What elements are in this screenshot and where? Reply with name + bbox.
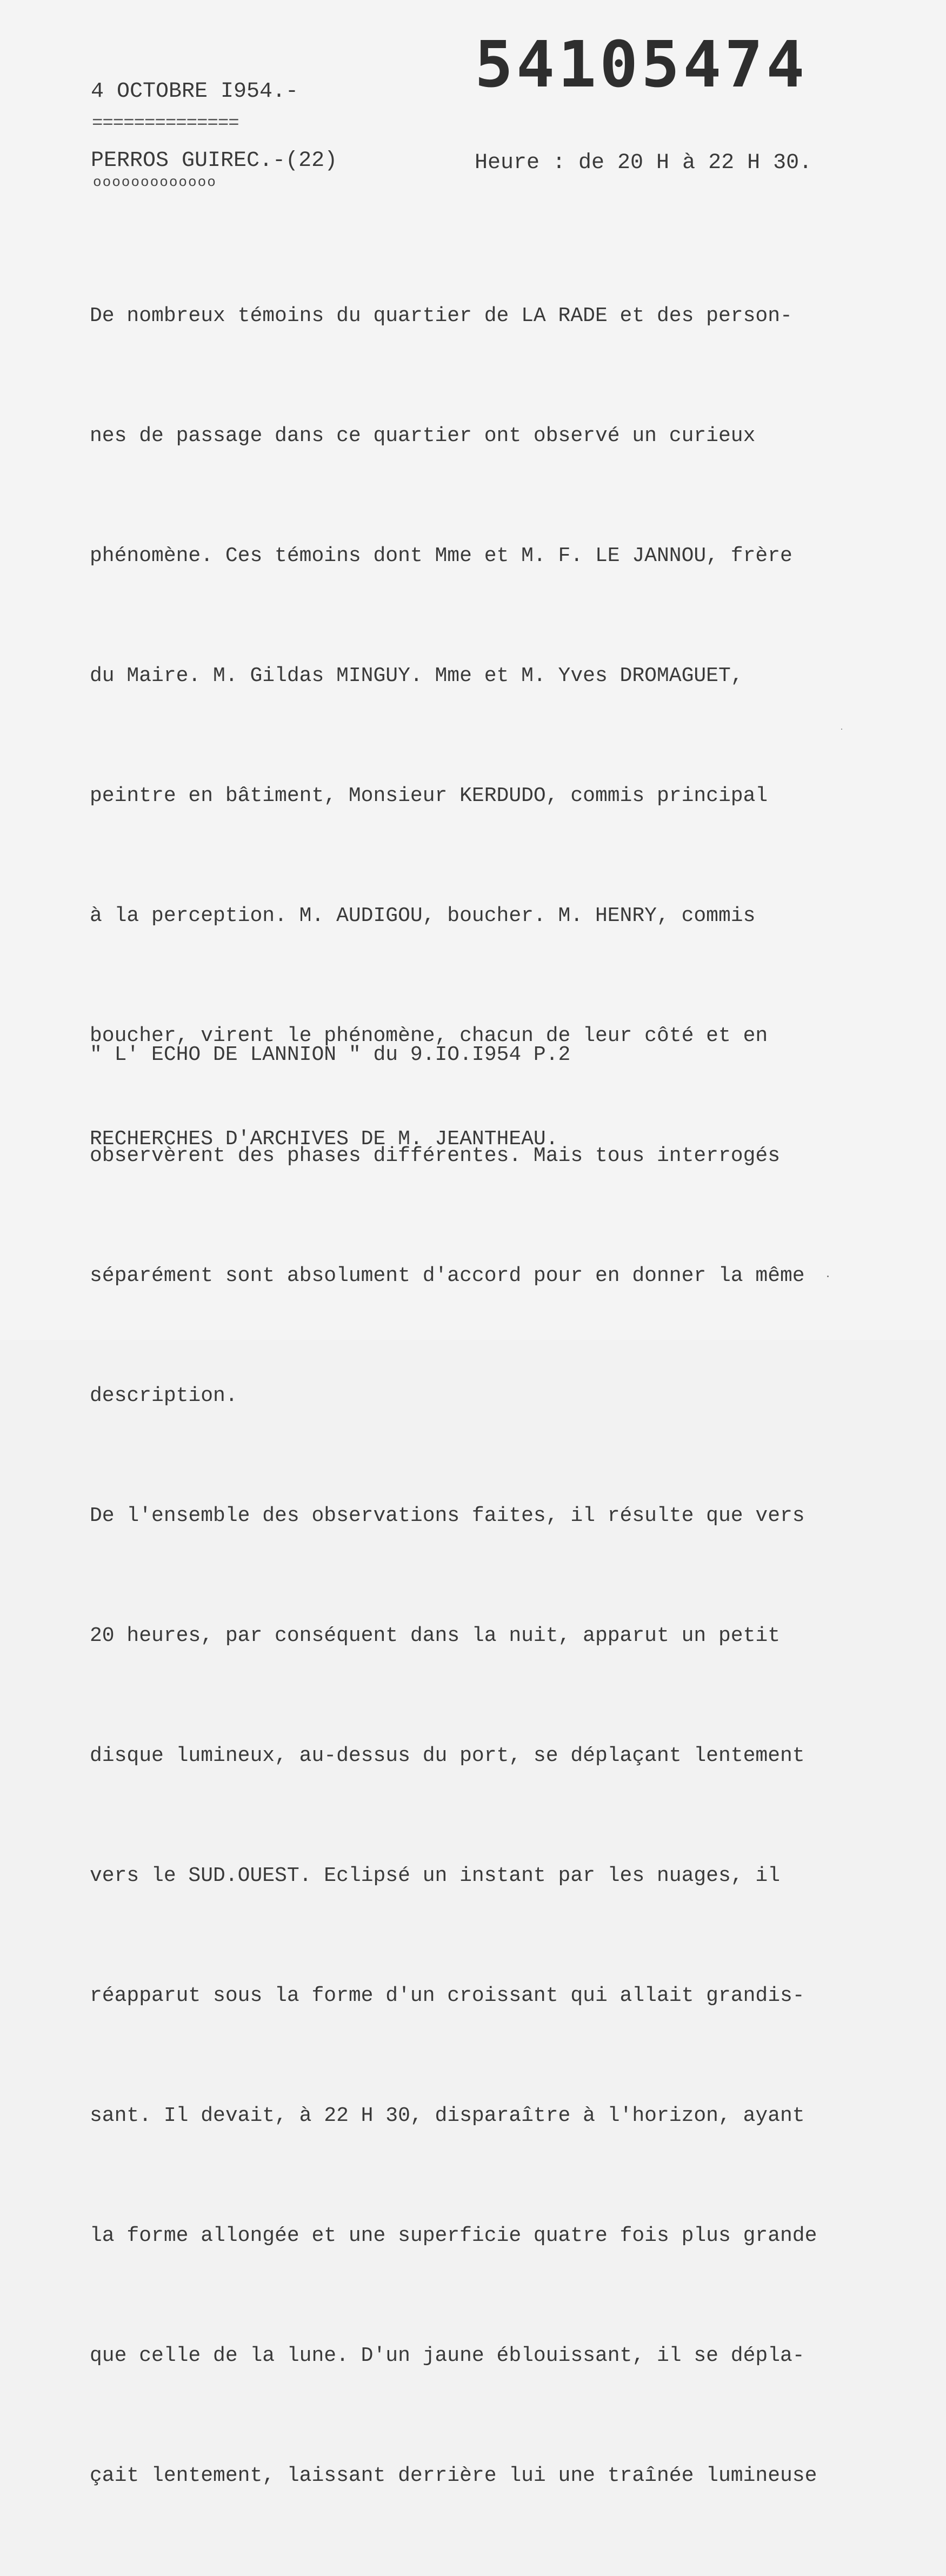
report-date: 4 OCTOBRE I954.- xyxy=(91,79,299,104)
body-line: la forme allongée et une superficie quatre fois plus grande xyxy=(90,2224,817,2247)
paper-speck xyxy=(841,729,842,730)
archive-stamp-number: 54105474 xyxy=(475,27,808,102)
body-line: sant. Il devait, à 22 H 30, disparaître à l'horizon, ayant xyxy=(90,2104,805,2127)
body-line: à la perception. M. AUDIGOU, boucher. M. HENRY, commis xyxy=(90,904,756,927)
body-line: De nombreux témoins du quartier de LA RADE et des person- xyxy=(90,304,792,328)
body-line: 20 heures, par conséquent dans la nuit, apparut un petit xyxy=(90,1624,781,1647)
date-underline: ============== xyxy=(92,114,239,134)
body-line: nes de passage dans ce quartier ont observé un curieux xyxy=(90,424,756,448)
body-line: séparément sont absolument d'accord pour en donner la même xyxy=(90,1264,805,1287)
body-line: description. xyxy=(90,1384,238,1407)
body-line: observèrent des phases différentes. Mais tous interrogés xyxy=(90,1144,781,1167)
body-line: disque lumineux, au-dessus du port, se déplaçant lentement xyxy=(90,1744,805,1767)
report-time: Heure : de 20 H à 22 H 30. xyxy=(475,151,812,175)
paper-speck xyxy=(827,1276,829,1277)
report-body xyxy=(90,216,933,2576)
body-line: que celle de la lune. D'un jaune éblouissant, il se dépla- xyxy=(90,2344,805,2367)
source-line: " L' ECHO DE LANNION " du 9.IO.I954 P.2 xyxy=(90,1043,571,1066)
source-reference xyxy=(90,985,570,1210)
body-line: De l'ensemble des observations faites, il résulte que vers xyxy=(90,1504,805,1527)
body-line: phénomène. Ces témoins dont Mme et M. F. LE JANNOU, frère xyxy=(90,544,792,568)
location-underline: ooooooooooooo xyxy=(93,174,217,190)
report-location: PERROS GUIREC.-(22) xyxy=(91,149,338,173)
body-line: çait lentement, laissant derrière lui une traînée lumineuse xyxy=(90,2464,817,2487)
body-line: du Maire. M. Gildas MINGUY. Mme et M. Yves DROMAGUET, xyxy=(90,664,743,688)
body-line: boucher, virent le phénomène, chacun de leur côté et en xyxy=(90,1024,768,1047)
body-line: réapparut sous la forme d'un croissant qui allait grandis- xyxy=(90,1984,805,2007)
body-line: vers le SUD.OUEST. Eclipsé un instant par les nuages, il xyxy=(90,1864,781,1887)
body-line: peintre en bâtiment, Monsieur KERDUDO, commis principal xyxy=(90,784,768,807)
source-line: RECHERCHES D'ARCHIVES DE M. JEANTHEAU. xyxy=(90,1127,558,1151)
